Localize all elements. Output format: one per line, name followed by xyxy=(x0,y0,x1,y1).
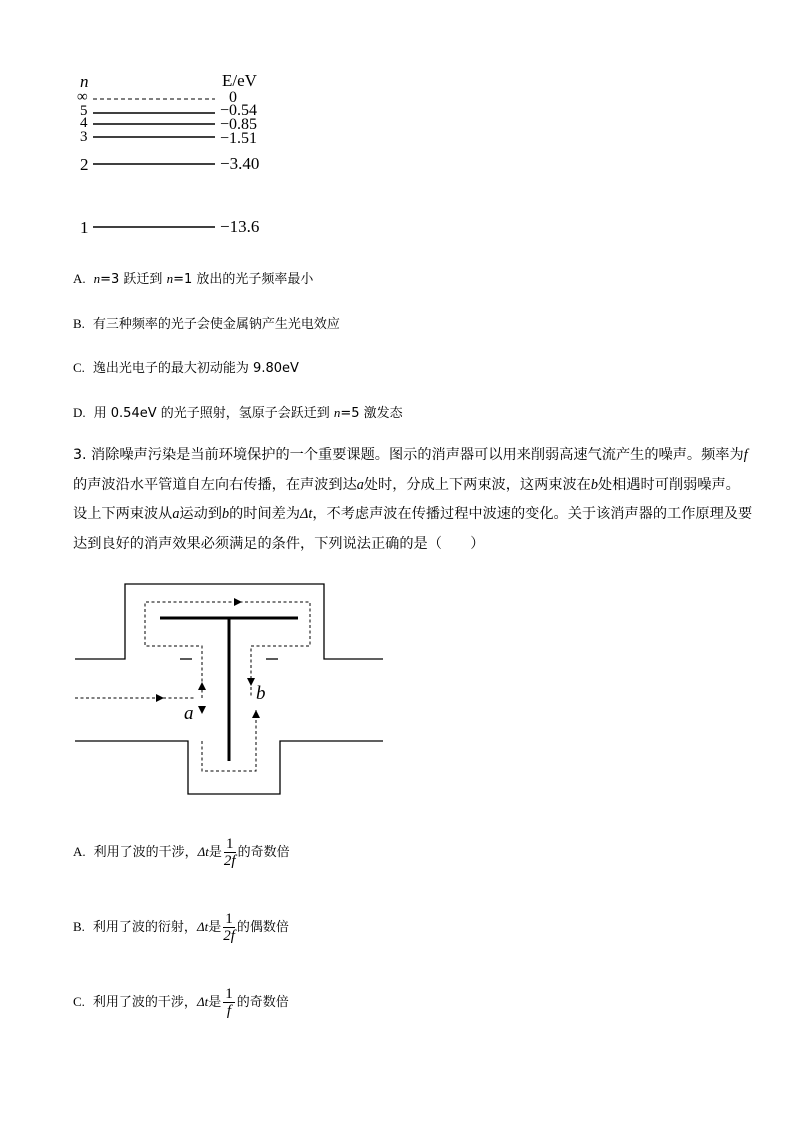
arrow-top xyxy=(234,598,242,606)
level-n-1: 1 xyxy=(80,218,89,237)
n-axis-label: n xyxy=(80,72,89,91)
q2-option-a[interactable]: A. n=3 跃迁到 n=1 放出的光子频率最小 xyxy=(73,271,314,287)
option-marker: A. xyxy=(73,271,86,286)
arrow-b-up xyxy=(252,710,260,718)
fraction: $\frac{1}{2f}$ xyxy=(223,836,236,869)
level-n-infinity: ∞ xyxy=(77,89,88,105)
option-marker: C. xyxy=(73,994,85,1009)
level-energy-3: −1.51 xyxy=(220,130,258,147)
level-energy-1: −13.6 xyxy=(220,217,260,236)
wave-arrows xyxy=(156,598,260,718)
q3-option-a[interactable]: A. 利用了波的干涉，Δt是 $\frac{1}{2f}$ 的奇数倍 xyxy=(73,836,290,869)
q3-option-b[interactable]: B. 利用了波的衍射，Δt是 $\frac{1}{2f}$ 的偶数倍 xyxy=(73,911,289,944)
q2-option-b[interactable] xyxy=(73,313,340,332)
level-energy-4: −0.85 xyxy=(220,116,258,133)
option-text: 有三种频率的光子会使金属钠产生光电效应 xyxy=(92,317,340,332)
option-marker: B. xyxy=(73,316,85,331)
level-energy-5: −0.54 xyxy=(220,102,258,119)
option-marker: D. xyxy=(73,405,86,420)
level-n-4: 4 xyxy=(80,115,88,131)
q2-option-d[interactable]: D. 用 0.54eV 的光子照射，氢原子会跃迁到 n=5 激发态 xyxy=(73,405,403,421)
energy-axis-label: E/eV xyxy=(222,71,257,90)
level-energy-2: −3.40 xyxy=(220,154,260,173)
level-n-3: 3 xyxy=(80,129,88,145)
arrow-incoming xyxy=(156,694,164,702)
fraction: $\frac{1}{2f}$ xyxy=(223,911,235,944)
muffler-diagram xyxy=(70,580,390,800)
level-n-2: 2 xyxy=(80,155,89,174)
level-energy-infinity: 0 xyxy=(229,89,237,106)
wave-path xyxy=(75,602,310,771)
option-marker: A. xyxy=(73,844,86,859)
arrow-a-down xyxy=(198,706,206,714)
q3-option-c[interactable]: C. 利用了波的干涉，Δt是 $\frac{1}{f}$ 的奇数倍 xyxy=(73,986,289,1019)
q2-option-c[interactable] xyxy=(73,357,299,376)
q3-stem: 3. 消除噪声污染是当前环境保护的一个重要课题。图示的消声器可以用来削弱高速气流产生的噪声。频率为f的声波沿水平管道自左向右传播，在声波到达a处时，分成上下两束波，这两束波在b处相遇时可削弱噪声。设上下两束波从a运动到b的时间差为Δt，不考虑声波在传播过程中波速的变化。关于该消声器的工作原理及要达到良好的消声效果必须满足的条件，下列说法正确的是（ ） xyxy=(73,447,753,552)
option-marker: C. xyxy=(73,360,85,375)
point-b-label: b xyxy=(256,683,266,704)
option-text: 逸出光电子的最大初动能为 9.80eV xyxy=(92,361,299,376)
point-a-label: a xyxy=(184,703,194,724)
arrow-b-down xyxy=(247,678,255,686)
level-n-5: 5 xyxy=(80,103,88,119)
arrow-a-up xyxy=(198,682,206,690)
fraction: $\frac{1}{f}$ xyxy=(225,986,233,1019)
option-marker: B. xyxy=(73,919,85,934)
